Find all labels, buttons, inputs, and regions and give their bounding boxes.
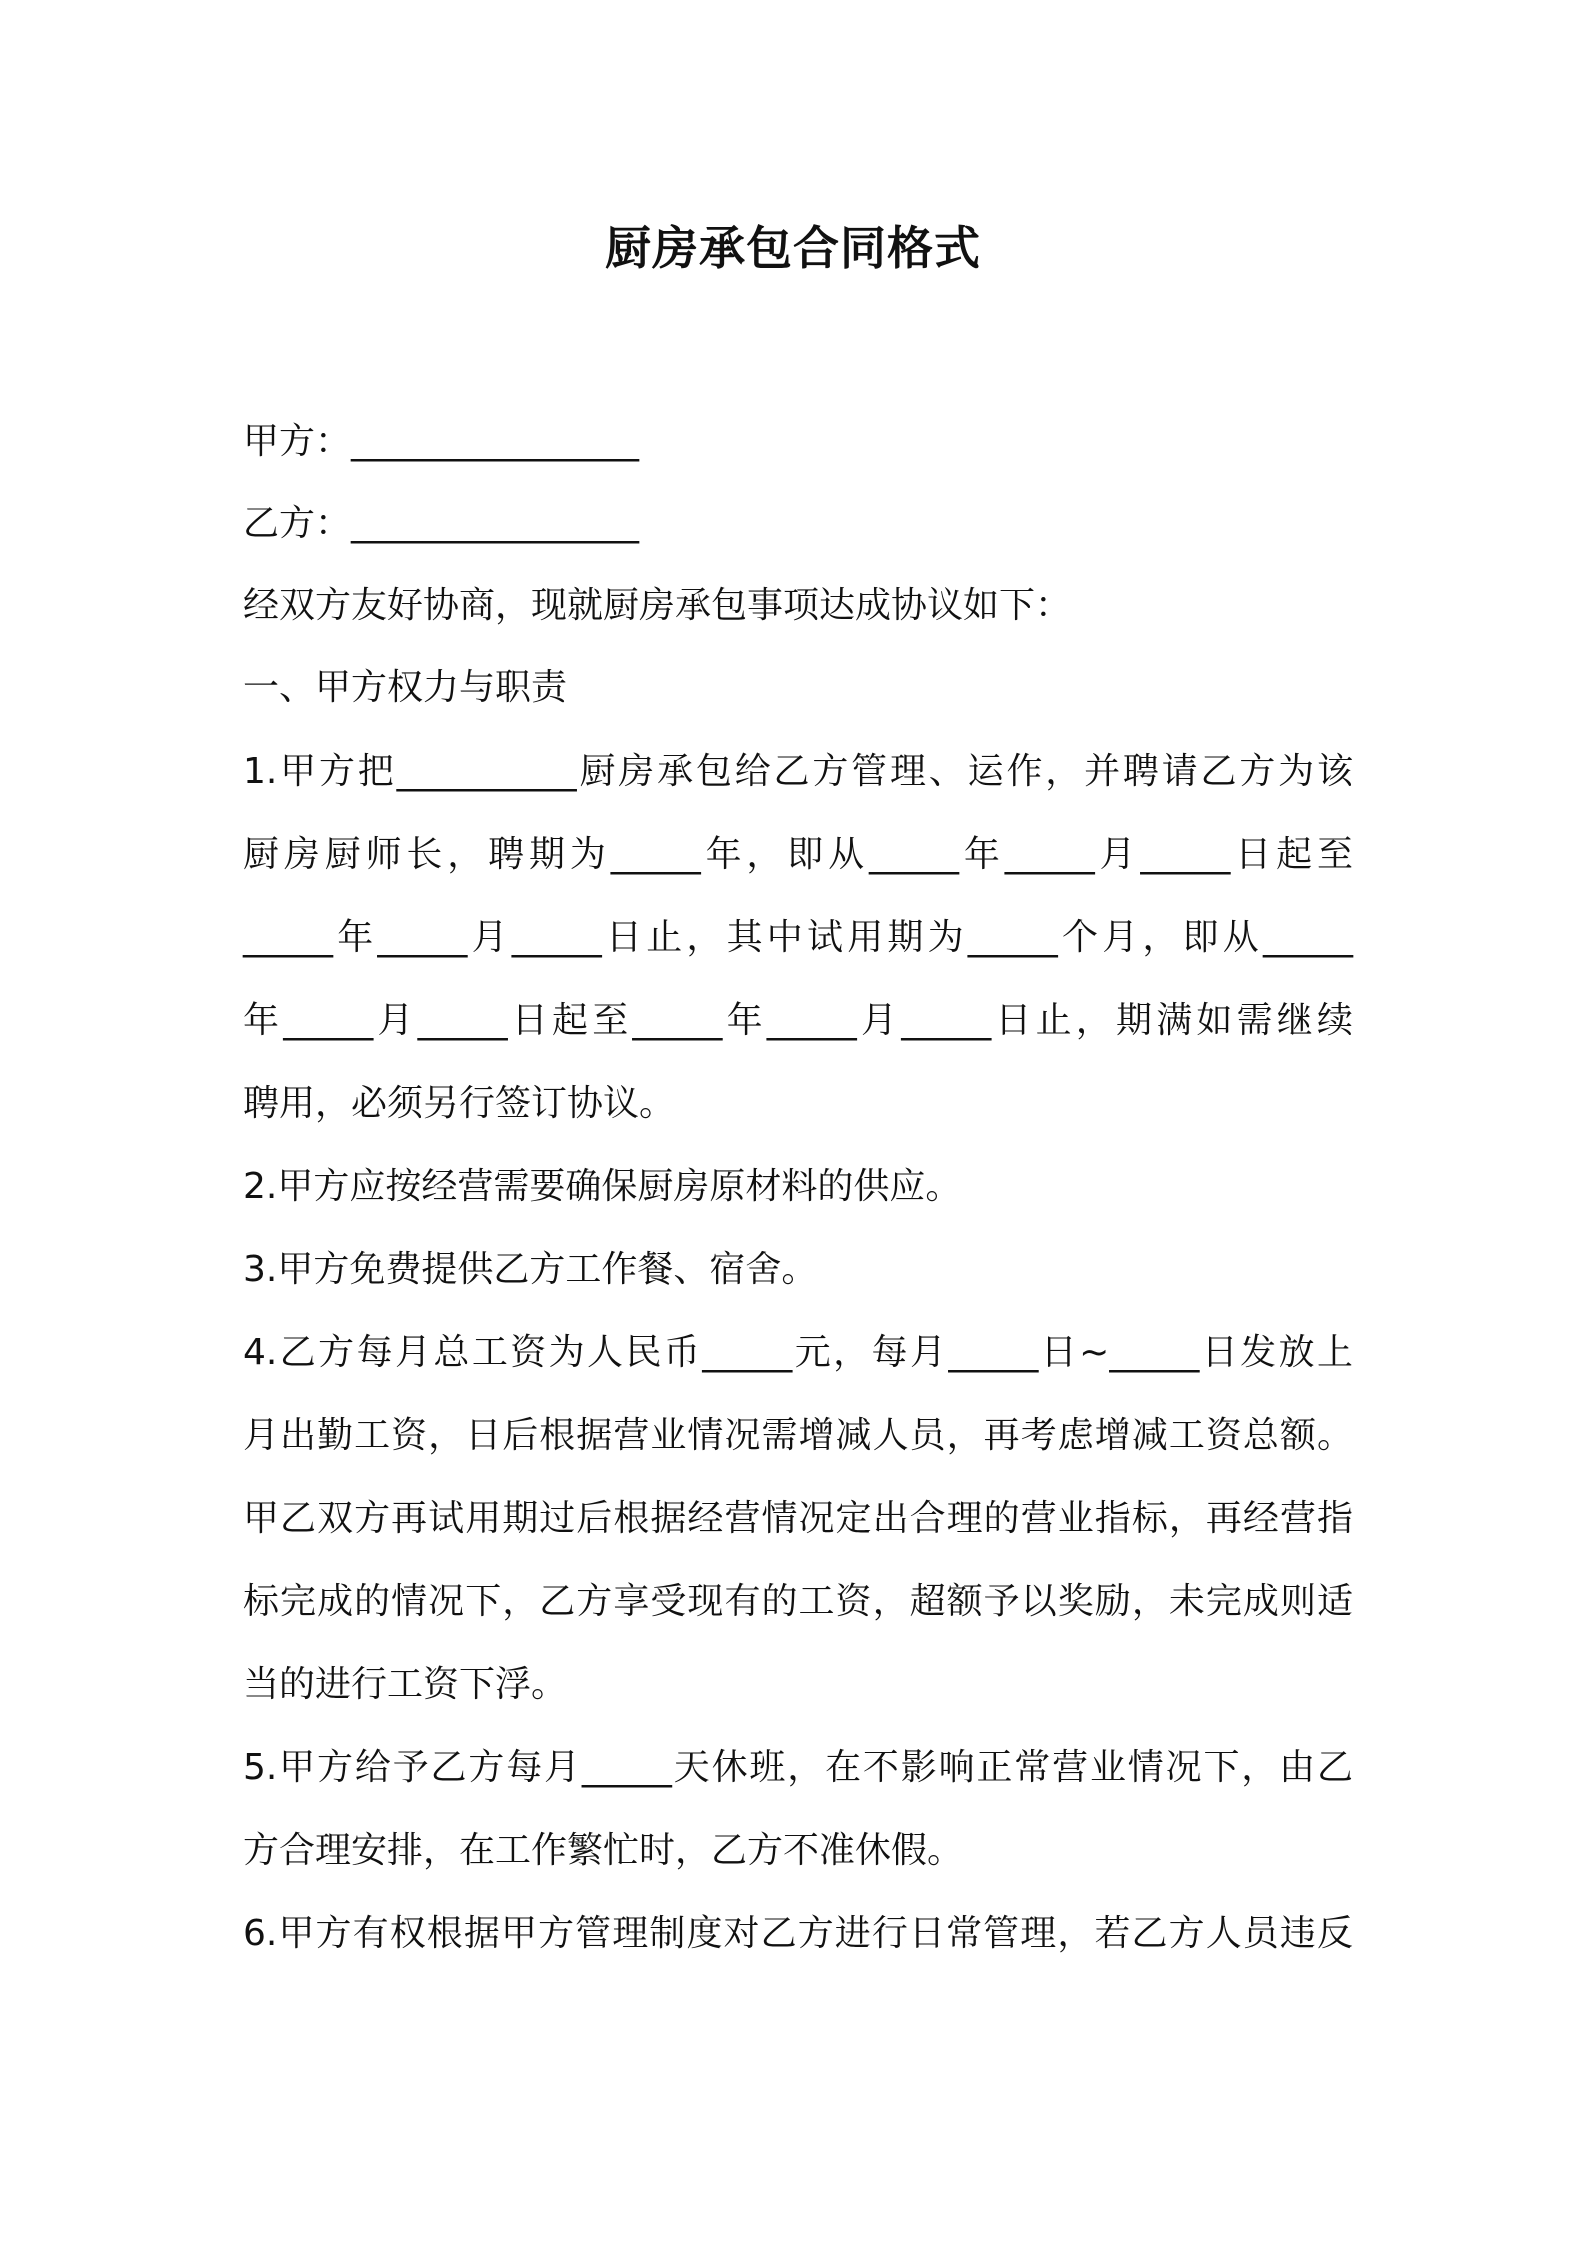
intro-line: 经双方友好协商，现就厨房承包事项达成协议如下： (243, 585, 1072, 626)
clause-line: 1.甲方把__________厨房承包给乙方管理、运作，并聘请乙方为该 (243, 751, 1353, 792)
clause-line: 4.乙方每月总工资为人民币_____元，每月_____日~_____日发放上 (243, 1332, 1353, 1373)
document-title: 厨房承包合同格式 (605, 221, 981, 275)
section-heading: 一、甲方权力与职责 (243, 667, 568, 708)
clause-line: 6.甲方有权根据甲方管理制度对乙方进行日常管理，若乙方人员违反 (243, 1913, 1353, 1954)
clause-line: 聘用，必须另行签订协议。 (243, 1083, 676, 1124)
clause-line: 当的进行工资下浮。 (243, 1664, 568, 1705)
clause-line: 方合理安排，在工作繁忙时，乙方不准休假。 (243, 1830, 964, 1871)
clause-line: _____年_____月_____日止，其中试用期为_____个月，即从_____ (243, 917, 1353, 958)
clause-line: 5.甲方给予乙方每月_____天休班，在不影响正常营业情况下，由乙 (243, 1747, 1353, 1788)
clause-line: 标完成的情况下，乙方享受现有的工资，超额予以奖励，未完成则适 (243, 1581, 1353, 1622)
clause-line: 甲乙双方再试用期过后根据经营情况定出合理的营业指标，再经营指 (243, 1498, 1353, 1539)
clause-line: 3.甲方免费提供乙方工作餐、宿舍。 (243, 1249, 818, 1290)
clause-line: 年_____月_____日起至_____年_____月_____日止，期满如需继续 (243, 1000, 1353, 1041)
clause-line: 2.甲方应按经营需要确保厨房原材料的供应。 (243, 1166, 962, 1207)
party-a-line: 甲方：________________ (243, 421, 640, 462)
party-b-line: 乙方：________________ (243, 503, 640, 544)
clause-line: 厨房厨师长，聘期为_____年，即从_____年_____月_____日起至 (243, 834, 1353, 875)
clause-line: 月出勤工资，日后根据营业情况需增减人员，再考虑增减工资总额。 (243, 1415, 1353, 1456)
